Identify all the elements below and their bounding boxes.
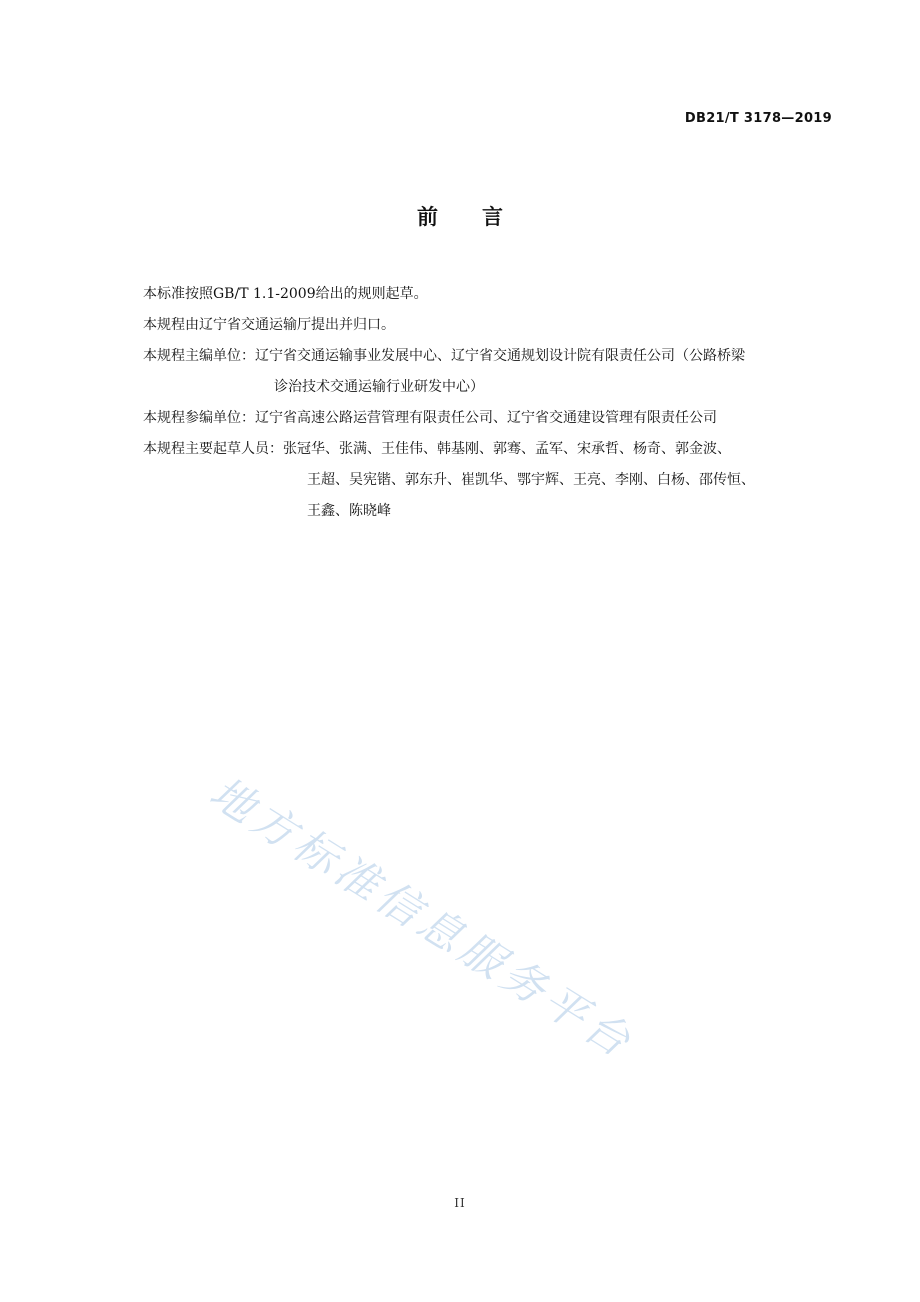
chief-units-text: 辽宁省交通运输事业发展中心、辽宁省交通规划设计院有限责任公司（公路桥梁 [255, 348, 745, 364]
page-number: II [454, 1196, 466, 1210]
drafters-label: 本规程主要起草人员： [143, 441, 283, 457]
drafters-text: 张冠华、张满、王佳伟、韩基刚、郭骞、孟军、宋承哲、杨奇、郭金波、 [283, 441, 731, 457]
drafters-continuation-2: 王鑫、陈晓峰 [307, 503, 391, 519]
chief-units-continuation: 诊治技术交通运输行业研发中心） [274, 379, 484, 395]
document-code: DB21/T 3178—2019 [684, 111, 832, 126]
page-title [0, 201, 920, 231]
drafters-continuation-1: 王超、吴宪锴、郭东升、崔凯华、鄂宇辉、王亮、李刚、白杨、邵传恒、 [307, 472, 755, 488]
participating-units-text: 辽宁省高速公路运营管理有限责任公司、辽宁省交通建设管理有限责任公司 [255, 410, 717, 426]
drafters-row [143, 439, 843, 460]
chief-units-label: 本规程主编单位： [143, 348, 255, 364]
foreword-body [143, 284, 843, 532]
proposer-statement: 本规程由辽宁省交通运输厅提出并归口。 [143, 317, 395, 333]
page-title-char-2: 言 [482, 205, 503, 229]
page-title-char-1: 前 [417, 205, 438, 229]
watermark: 地方标准信息服务平台 [200, 767, 643, 1070]
participating-units-label: 本规程参编单位： [143, 410, 255, 426]
chief-units-row [143, 346, 843, 367]
drafting-rule-statement: 本标准按照GB/T 1.1-2009给出的规则起草。 [143, 286, 428, 302]
participating-units-row [143, 408, 843, 429]
